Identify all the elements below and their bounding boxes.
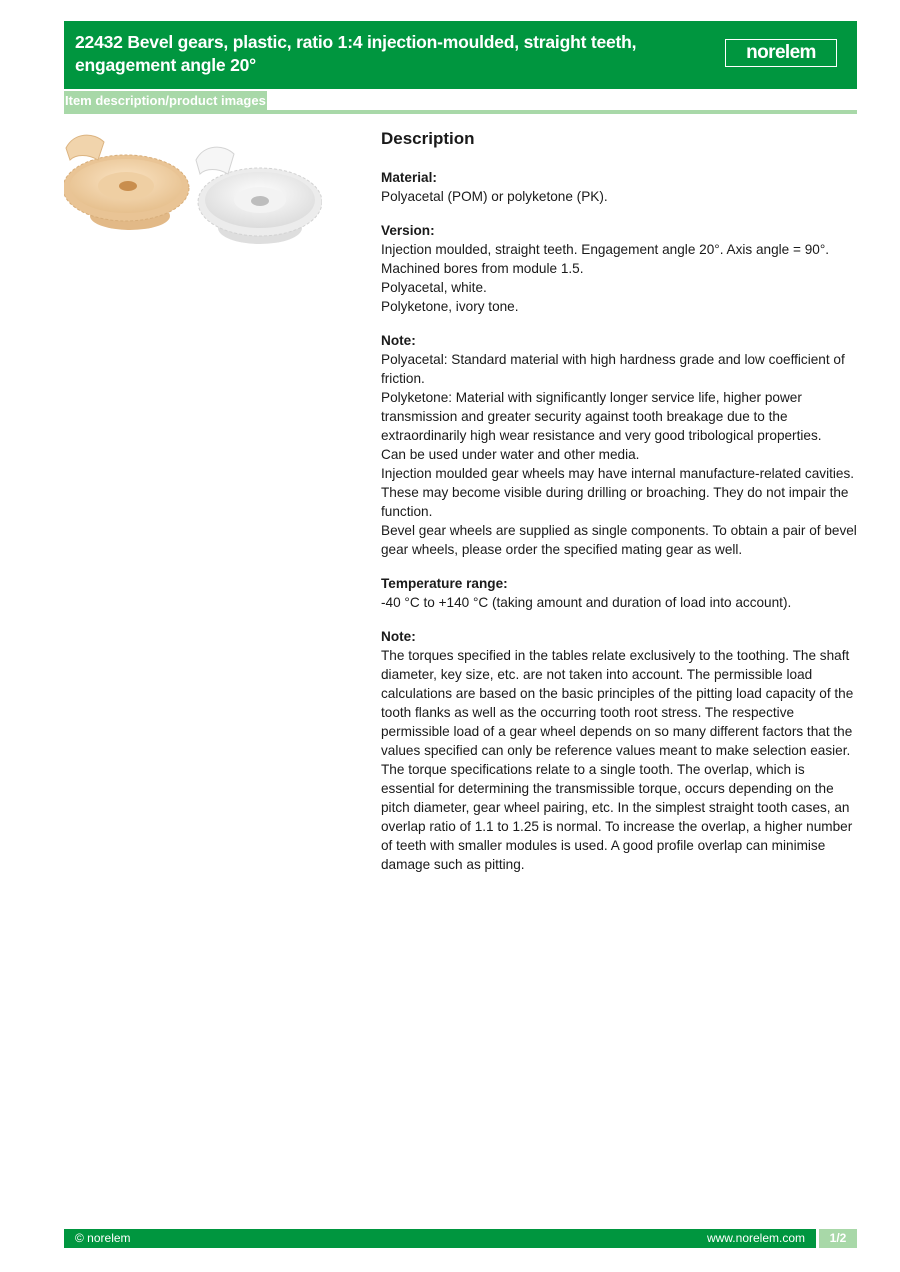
note-title: Note: — [381, 333, 416, 348]
note-paragraph: Polyacetal: Standard material with high hardness grade and low coefficient of friction. — [381, 352, 845, 386]
description-content — [381, 128, 857, 889]
temperature-title: Temperature range: — [381, 576, 508, 591]
version-line: Polyacetal, white. — [381, 280, 487, 295]
torque-note-title: Note: — [381, 629, 416, 644]
temperature-section — [381, 574, 857, 612]
version-line: Polyketone, ivory tone. — [381, 299, 519, 314]
note-paragraph: Injection moulded gear wheels may have internal manufacture-related cavities. These may become visible during drilling or broaching. They do not impair the function. — [381, 466, 855, 519]
material-section — [381, 168, 857, 206]
version-line: Machined bores from module 1.5. — [381, 261, 584, 276]
description-heading: Description — [381, 129, 475, 148]
note-paragraph: Polyketone: Material with significantly longer service life, higher power transmission and greater security against tooth breakage due to the extraordinarily high wear resistance and very good tribological properties. — [381, 390, 822, 443]
version-section — [381, 221, 857, 316]
footer-copyright: © norelem — [75, 1231, 131, 1245]
version-title: Version: — [381, 223, 435, 238]
material-text: Polyacetal (POM) or polyketone (PK). — [381, 189, 608, 204]
note-paragraph: Can be used under water and other media. — [381, 447, 640, 462]
temperature-text: -40 °C to +140 °C (taking amount and duration of load into account). — [381, 595, 792, 610]
bevel-gears-photo — [64, 130, 322, 252]
page-header — [64, 21, 857, 89]
page-footer — [64, 1229, 857, 1248]
page-number: 1/2 — [819, 1229, 857, 1248]
page-title: 22432 Bevel gears, plastic, ratio 1:4 injection-moulded, straight teeth, engagement angle 20° — [75, 32, 637, 75]
torque-note-text: The torques specified in the tables relate exclusively to the toothing. The shaft diameter, key size, etc. are not taken into account. The permissible load calculations are based on the basic principles of the pitting load capacity of the tooth flanks as well as the occurring tooth root stress. The respective permissible load of a gear wheel depends on so many different factors that the values specified can only be reference values meant to make selection easier. The torque specifications relate to a single tooth. The overlap, which is essential for determining the transmissible torque, occurs depending on the pitch diameter, gear wheel pairing, etc. In the simplest straight tooth cases, an overlap ratio of 1.1 to 1.25 is normal. To increase the overlap, a higher number of teeth with smaller modules is used. A good profile overlap can minimise damage such as pitting. — [381, 648, 854, 872]
torque-note-section — [381, 627, 857, 874]
version-line: Injection moulded, straight teeth. Engagement angle 20°. Axis angle = 90°. — [381, 242, 830, 257]
note-paragraph: Bevel gear wheels are supplied as single components. To obtain a pair of bevel gear wheels, please order the specified mating gear as well. — [381, 523, 857, 557]
norelem-logo: norelem — [725, 39, 837, 67]
section-bar — [64, 91, 857, 114]
footer-bar — [64, 1229, 816, 1248]
section-tab: Item description/product images — [65, 93, 266, 108]
note-section — [381, 331, 857, 559]
footer-website-link[interactable]: www.norelem.com — [706, 1231, 805, 1245]
section-divider — [64, 110, 857, 114]
material-title: Material: — [381, 170, 437, 185]
